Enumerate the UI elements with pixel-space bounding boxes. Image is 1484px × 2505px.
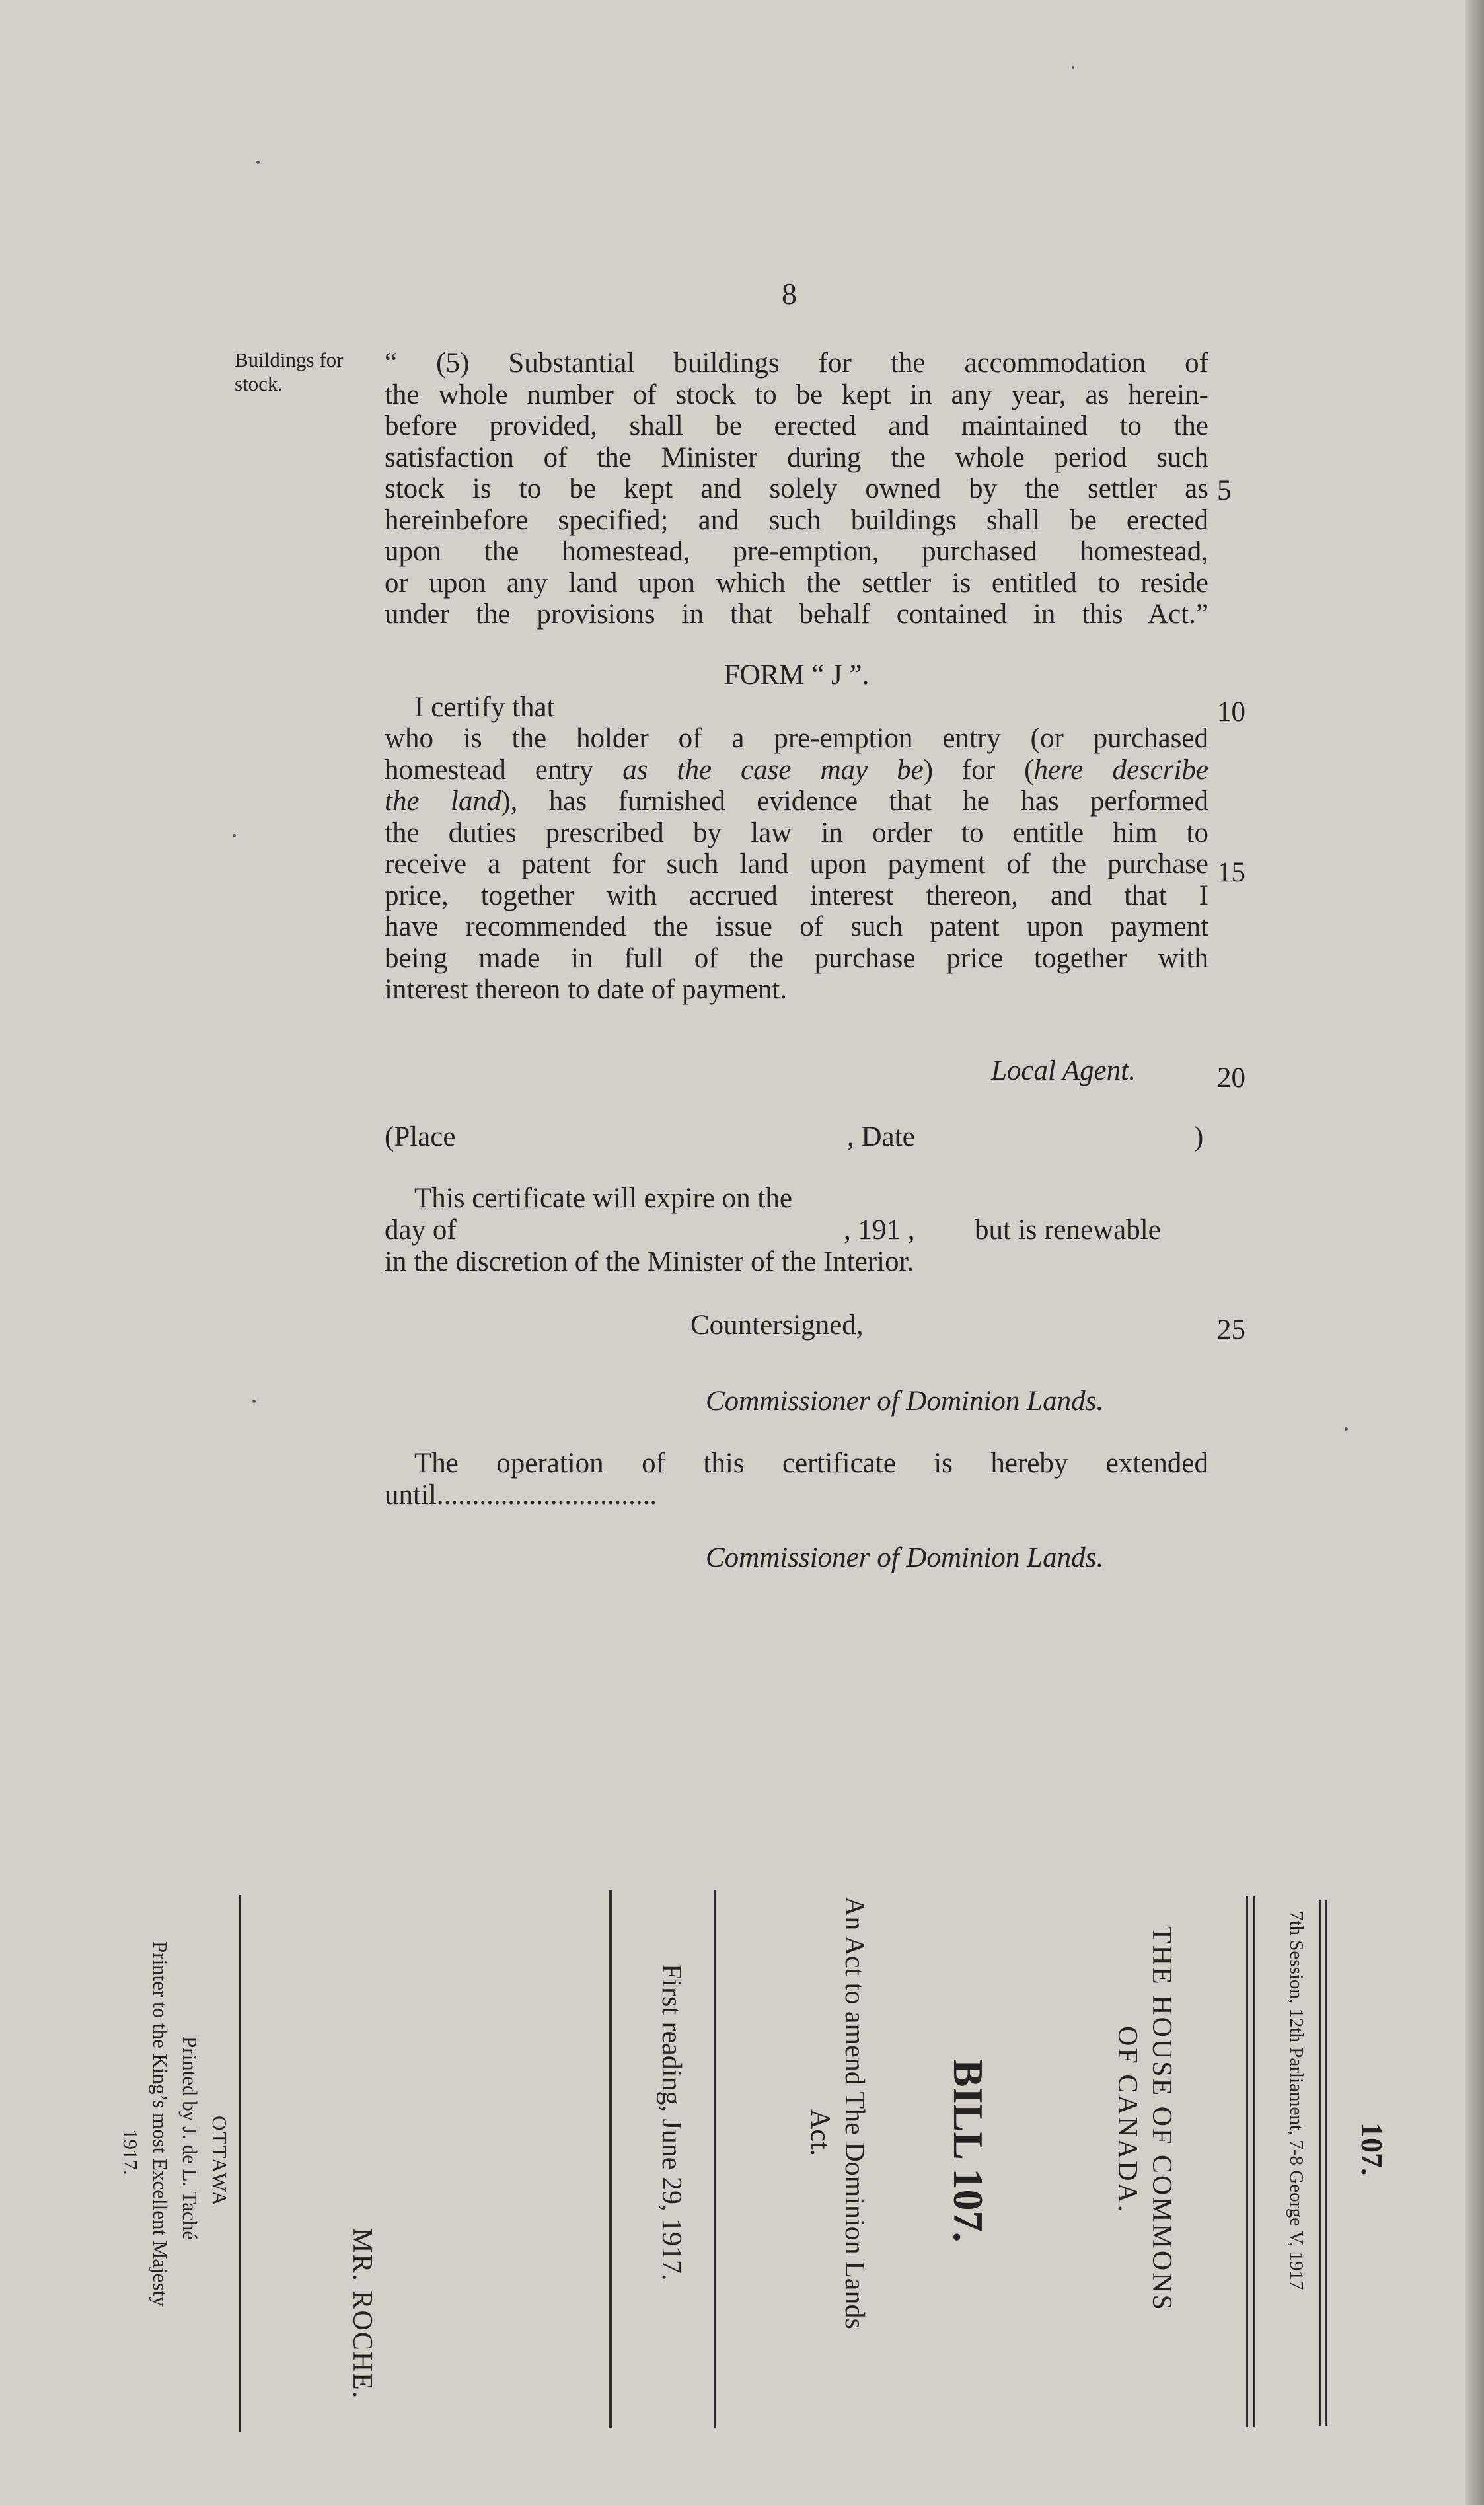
- expire-year: , 191 ,: [844, 1215, 915, 1246]
- paper-speck: [233, 834, 236, 837]
- imprint-year: 1917.: [119, 2129, 142, 2175]
- line-number: 25: [1217, 1314, 1245, 1345]
- local-agent-signature: Local Agent.: [991, 1055, 1136, 1086]
- vertical-rule: [714, 1890, 716, 2428]
- paper-speck: [252, 1400, 256, 1403]
- text-line: “ (5) Substantial buildings for the accommodation of: [385, 348, 1208, 379]
- imprint-printer-to: Printer to the King’s most Excellent Majesty: [149, 1941, 172, 2307]
- text-line: who is the holder of a pre-emption entry (or purchased: [385, 723, 1208, 754]
- countersigned-label: Countersigned,: [690, 1310, 864, 1341]
- double-rule: [1246, 1896, 1248, 2427]
- line-number: 10: [1217, 696, 1245, 728]
- close-paren: ): [1194, 1121, 1204, 1152]
- double-rule: [1253, 1896, 1255, 2427]
- text-line: price, together with accrued interest thereon, and that I: [385, 879, 1208, 911]
- text-line: the whole number of stock to be kept in any year, as herein-: [385, 379, 1208, 410]
- commissioner-signature: Commissioner of Dominion Lands.: [706, 1386, 1104, 1417]
- commissioner-signature: Commissioner of Dominion Lands.: [706, 1542, 1104, 1573]
- text-line: receive a patent for such land upon payment of the purchase: [385, 848, 1208, 879]
- bill-title: BILL 107.: [945, 2059, 992, 2243]
- clause-paragraph: [385, 348, 1208, 630]
- line-number: 15: [1217, 857, 1245, 888]
- expire-renewable: but is renewable: [975, 1215, 1161, 1246]
- paper-speck: [1345, 1427, 1348, 1431]
- text-line: upon the homestead, pre-emption, purchased homestead,: [385, 536, 1208, 567]
- text-line: under the provisions in that behalf contained in this Act.”: [385, 599, 1208, 630]
- first-reading: First reading, June 29, 1917.: [656, 1964, 686, 2281]
- paper-speck: [1072, 66, 1074, 69]
- text-line: the land), has furnished evidence that he has performed: [385, 786, 1208, 817]
- page-edge-shadow: [1465, 0, 1484, 2505]
- text-line: have recommended the issue of such patent upon payment: [385, 911, 1208, 942]
- line-number: 20: [1217, 1063, 1245, 1094]
- text-line: homestead entry as the case may be) for (here describe: [385, 754, 1208, 786]
- margin-note-line: stock.: [235, 372, 283, 395]
- vertical-rule: [239, 1895, 241, 2432]
- text-line: before provided, shall be erected and maintained to the: [385, 410, 1208, 441]
- expire-line: in the discretion of the Minister of the Interior.: [385, 1246, 914, 1277]
- text-line: satisfaction of the Minister during the whole period such: [385, 441, 1208, 473]
- text-line: the duties prescribed by law in order to entitle him to: [385, 817, 1208, 848]
- session-line: 7th Session, 12th Parliament, 7-8 George V, 1917: [1286, 1911, 1307, 2290]
- member-name: MR. ROCHE.: [347, 2228, 377, 2400]
- imprint-ottawa: OTTAWA: [208, 2116, 231, 2207]
- house-title: THE HOUSE OF COMMONS: [1146, 1926, 1177, 2312]
- text-line: until...............................: [385, 1479, 657, 1511]
- line-number: 5: [1217, 475, 1232, 506]
- certify-first: I certify that: [414, 692, 555, 723]
- margin-note-line: Buildings for: [235, 348, 344, 371]
- text-line: or upon any land upon which the settler is entitled to reside: [385, 567, 1208, 599]
- text-line: interest thereon to date of payment.: [385, 974, 787, 1005]
- text-line: being made in full of the purchase price together with: [385, 942, 1208, 974]
- vertical-rule: [609, 1890, 612, 2428]
- date-label: , Date: [847, 1121, 915, 1152]
- back-bill-number: 107.: [1355, 2122, 1389, 2176]
- page-number: 8: [782, 277, 797, 311]
- expire-line: This certificate will expire on the: [414, 1183, 792, 1214]
- certify-paragraph: [385, 723, 1208, 1006]
- house-title: OF CANADA.: [1112, 2026, 1142, 2214]
- act-title: Act.: [805, 2109, 835, 2157]
- text-line: stock is to be kept and solely owned by the settler as: [385, 473, 1208, 504]
- expire-day-label: day of: [385, 1215, 457, 1246]
- double-rule: [1325, 1900, 1327, 2426]
- imprint-printed-by: Printed by J. de L. Taché: [178, 2037, 202, 2241]
- form-heading: FORM “ J ”.: [723, 659, 870, 691]
- margin-note: [235, 348, 343, 396]
- paper-speck: [256, 161, 260, 164]
- text-line: The operation of this certificate is hereby extended: [414, 1448, 1208, 1479]
- double-rule: [1319, 1900, 1321, 2426]
- extension-paragraph: [385, 1448, 1208, 1511]
- place-label: (Place: [385, 1121, 456, 1152]
- act-title: An Act to amend The Dominion Lands: [839, 1896, 870, 2329]
- text-line: hereinbefore specified; and such buildings shall be erected: [385, 504, 1208, 536]
